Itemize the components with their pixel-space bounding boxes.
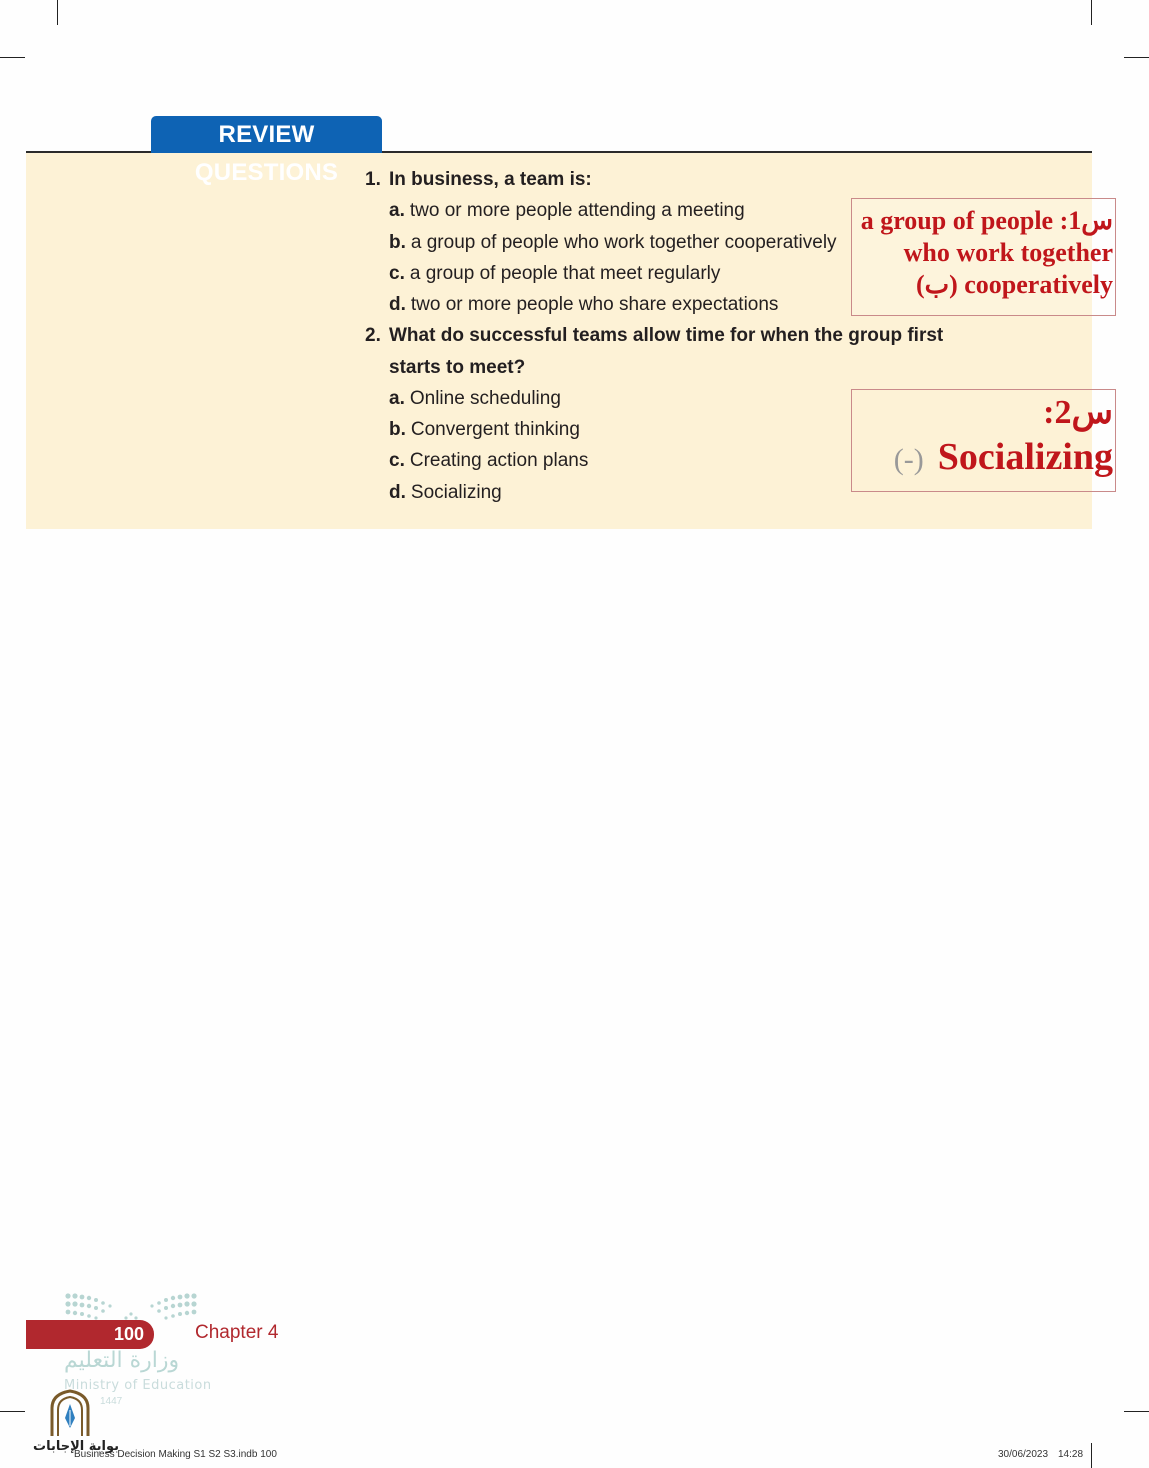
answer-box-2: [851, 389, 1116, 492]
option-letter: a.: [389, 388, 405, 409]
slug-time: 14:28: [1058, 1449, 1084, 1460]
option-letter: d.: [389, 294, 406, 315]
option-text: a group of people who work together cooperatively: [410, 232, 837, 253]
option-text: Convergent thinking: [410, 419, 580, 440]
question-1: [365, 169, 592, 191]
option-text: a group of people that meet regularly: [409, 263, 721, 284]
chapter-label: Chapter 4: [195, 1322, 279, 1343]
question-number: 1.: [365, 169, 381, 190]
question-number: 2.: [365, 325, 381, 346]
question-text: What do successful teams allow time for when the group first: [389, 325, 944, 346]
crop-mark: [1091, 0, 1092, 25]
answer-line: [852, 434, 1113, 483]
q1-option-d: [389, 294, 778, 316]
file-slug: Business Decision Making S1 S2 S3.indb 100: [74, 1449, 277, 1460]
q1-option-c: [389, 263, 720, 285]
option-letter: c.: [389, 450, 405, 471]
q1-option-b: [389, 232, 837, 254]
q2-option-d: [389, 482, 502, 504]
option-text: two or more people who share expectations: [410, 294, 779, 315]
answer-line: a group of people :س1: [860, 206, 1113, 235]
answer-line: who work together: [903, 238, 1113, 267]
question-2: [365, 325, 943, 347]
answers-portal-label: بوابة الإجابات: [33, 1439, 119, 1454]
ministry-year: 1447: [100, 1396, 123, 1407]
option-text: two or more people attending a meeting: [409, 200, 745, 221]
answer-line: :س2: [1043, 394, 1113, 431]
question-2-continued: [389, 357, 525, 379]
crop-mark: [0, 1411, 25, 1412]
crop-mark: [57, 0, 58, 25]
option-letter: d.: [389, 482, 406, 503]
answer-line: (ب) cooperatively: [915, 270, 1113, 299]
ministry-name-arabic: وزارة التعليم: [64, 1348, 180, 1373]
option-letter: b.: [389, 419, 406, 440]
question-text: In business, a team is:: [389, 169, 592, 190]
option-text: Socializing: [410, 482, 502, 503]
answer-box-1: [851, 198, 1116, 316]
page-number: 100: [113, 1324, 144, 1344]
answer-choice-mark: (-): [893, 443, 924, 476]
option-letter: c.: [389, 263, 405, 284]
option-text: Creating action plans: [409, 450, 589, 471]
option-text: Online scheduling: [409, 388, 561, 409]
ministry-name-english: Ministry of Education: [64, 1378, 212, 1393]
q2-option-b: [389, 419, 580, 441]
crop-mark: [1091, 1443, 1092, 1468]
q1-option-a: [389, 200, 745, 222]
q2-option-c: [389, 450, 588, 472]
slug-date: 30/06/2023: [998, 1449, 1049, 1460]
question-text: starts to meet?: [389, 357, 526, 378]
page-number-bar: [26, 1320, 154, 1349]
crop-mark: [1124, 1411, 1149, 1412]
q2-option-a: [389, 388, 561, 410]
option-letter: a.: [389, 200, 405, 221]
answer-text: Socializing: [937, 436, 1113, 478]
crop-mark: [0, 57, 25, 58]
crop-mark: [1124, 57, 1149, 58]
section-tab: REVIEW QUESTIONS: [151, 116, 382, 153]
option-letter: b.: [389, 232, 406, 253]
answers-portal-logo: [46, 1388, 94, 1438]
